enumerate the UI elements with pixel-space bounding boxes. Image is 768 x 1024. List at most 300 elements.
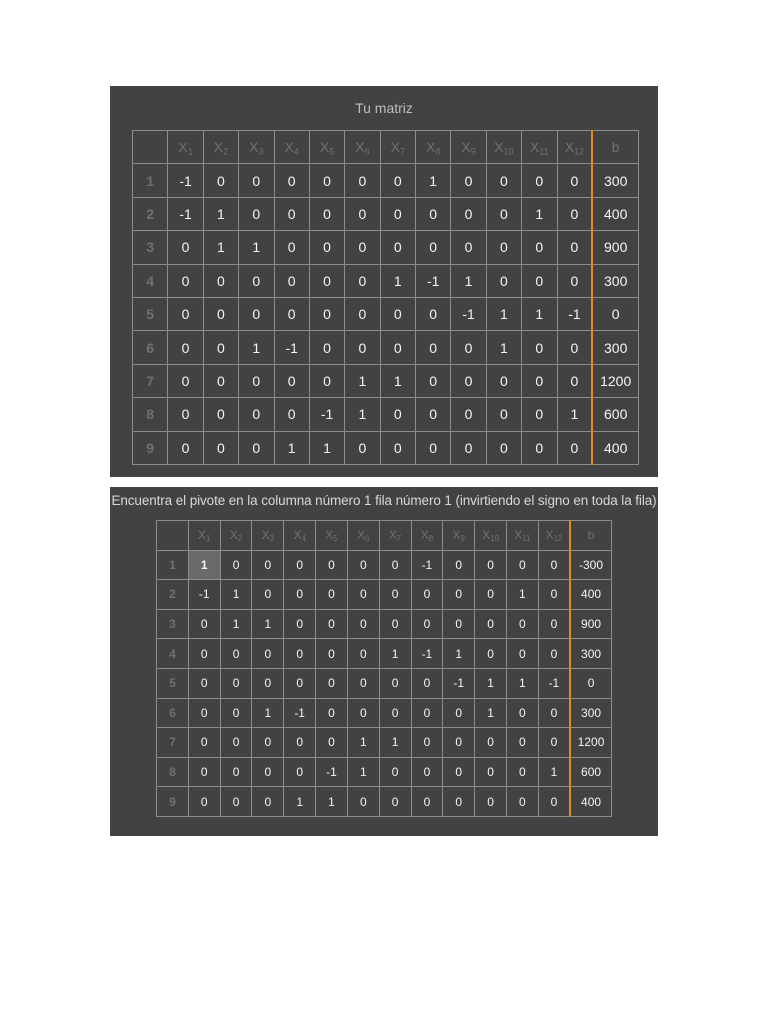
table-row xyxy=(157,728,612,758)
matrix-cell: 1 xyxy=(486,297,521,330)
table-row xyxy=(157,580,612,610)
matrix-cell: -1 xyxy=(443,668,475,698)
matrix-cell: 1 xyxy=(506,580,538,610)
matrix-cell: 0 xyxy=(274,297,309,330)
table-row xyxy=(133,164,639,197)
matrix-cell: 0 xyxy=(274,364,309,397)
matrix-cell: 0 xyxy=(557,364,592,397)
matrix-cell: 0 xyxy=(239,431,274,464)
corner-cell xyxy=(157,521,189,551)
matrix-cell: -1 xyxy=(411,550,443,580)
matrix-cell: 0 xyxy=(168,431,203,464)
matrix-cell: 0 xyxy=(220,550,252,580)
matrix-cell: 0 xyxy=(475,757,507,787)
matrix-cell: 0 xyxy=(188,639,220,669)
matrix-cell: 0 xyxy=(284,550,316,580)
matrix-cell: 0 xyxy=(570,668,611,698)
column-header: $X_3$ xyxy=(252,521,284,551)
matrix-cell: 0 xyxy=(443,609,475,639)
matrix-cell: 300 xyxy=(570,698,611,728)
row-number: 7 xyxy=(157,728,189,758)
matrix-cell: 0 xyxy=(416,431,451,464)
matrix-cell: 0 xyxy=(347,787,379,817)
matrix-cell: 600 xyxy=(570,757,611,787)
matrix-cell: 1 xyxy=(239,231,274,264)
matrix-cell: 0 xyxy=(506,550,538,580)
matrix-cell: 0 xyxy=(188,609,220,639)
table-row xyxy=(157,698,612,728)
matrix-cell: 0 xyxy=(506,728,538,758)
column-header: $X_8$ xyxy=(416,131,451,164)
matrix-cell: 0 xyxy=(309,164,344,197)
matrix-cell: 0 xyxy=(203,264,238,297)
column-header: $X_5$ xyxy=(309,131,344,164)
matrix-cell: -1 xyxy=(309,398,344,431)
column-header: $X_1$ xyxy=(188,521,220,551)
matrix-cell: 0 xyxy=(486,264,521,297)
matrix-cell: 0 xyxy=(345,197,380,230)
row-number: 9 xyxy=(133,431,168,464)
matrix-cell: 400 xyxy=(570,580,611,610)
matrix-cell: 0 xyxy=(506,757,538,787)
matrix-cell: 0 xyxy=(451,197,486,230)
matrix-cell: 0 xyxy=(379,609,411,639)
matrix-cell: 0 xyxy=(592,297,638,330)
matrix-cell: 1 xyxy=(475,668,507,698)
matrix-cell: 0 xyxy=(345,431,380,464)
matrix-cell: 0 xyxy=(220,757,252,787)
pivot-step-panel xyxy=(110,487,658,836)
header-row xyxy=(157,521,612,551)
matrix-cell: 0 xyxy=(411,787,443,817)
row-number: 6 xyxy=(133,331,168,364)
matrix-cell: 0 xyxy=(380,164,415,197)
matrix-title: Tu matriz xyxy=(355,100,413,116)
matrix-cell: 0 xyxy=(538,580,570,610)
table-row xyxy=(133,297,639,330)
matrix-cell: 0 xyxy=(379,698,411,728)
matrix-cell: 0 xyxy=(345,331,380,364)
row-number: 3 xyxy=(133,231,168,264)
table-row xyxy=(157,668,612,698)
table-row xyxy=(133,231,639,264)
table-row xyxy=(133,398,639,431)
table-row xyxy=(133,331,639,364)
matrix-cell: 0 xyxy=(347,668,379,698)
original-matrix-table xyxy=(132,130,639,465)
matrix-cell: 0 xyxy=(475,639,507,669)
column-header: $X_1$ xyxy=(168,131,203,164)
matrix-cell: 0 xyxy=(486,197,521,230)
matrix-cell: 0 xyxy=(416,331,451,364)
matrix-cell: 0 xyxy=(274,231,309,264)
matrix-cell: 1 xyxy=(475,698,507,728)
matrix-cell: 400 xyxy=(570,787,611,817)
matrix-cell: 0 xyxy=(309,264,344,297)
matrix-cell: 0 xyxy=(274,164,309,197)
table-row xyxy=(133,264,639,297)
matrix-cell: 0 xyxy=(443,787,475,817)
column-header: $X_7$ xyxy=(380,131,415,164)
matrix-cell: 0 xyxy=(252,668,284,698)
matrix-cell: 0 xyxy=(239,364,274,397)
matrix-cell: 0 xyxy=(309,231,344,264)
table-row xyxy=(157,550,612,580)
matrix-cell: 400 xyxy=(592,197,638,230)
matrix-cell: 0 xyxy=(538,698,570,728)
matrix-cell: 0 xyxy=(486,431,521,464)
matrix-cell: 1 xyxy=(347,728,379,758)
matrix-cell: 0 xyxy=(522,398,557,431)
matrix-cell: 0 xyxy=(451,364,486,397)
matrix-cell: 0 xyxy=(316,580,348,610)
matrix-cell: -1 xyxy=(557,297,592,330)
matrix-cell: 0 xyxy=(538,639,570,669)
matrix-cell: 1200 xyxy=(570,728,611,758)
matrix-cell: 0 xyxy=(284,728,316,758)
matrix-cell: 1 xyxy=(486,331,521,364)
matrix-cell: 0 xyxy=(188,728,220,758)
matrix-cell: 0 xyxy=(538,550,570,580)
matrix-cell: -1 xyxy=(168,164,203,197)
matrix-cell: 0 xyxy=(220,698,252,728)
matrix-cell: -1 xyxy=(284,698,316,728)
table-row xyxy=(157,787,612,817)
matrix-cell: 0 xyxy=(239,197,274,230)
matrix-cell: 0 xyxy=(203,297,238,330)
matrix-cell: 600 xyxy=(592,398,638,431)
matrix-cell: 0 xyxy=(203,431,238,464)
matrix-cell: 0 xyxy=(252,580,284,610)
matrix-cell: 0 xyxy=(203,398,238,431)
matrix-cell: 0 xyxy=(443,757,475,787)
matrix-cell: 0 xyxy=(486,398,521,431)
matrix-cell: 0 xyxy=(347,639,379,669)
matrix-cell: 0 xyxy=(168,264,203,297)
column-header: $X_2$ xyxy=(220,521,252,551)
matrix-cell: 1 xyxy=(252,609,284,639)
matrix-cell: 0 xyxy=(522,331,557,364)
matrix-cell: 0 xyxy=(522,264,557,297)
matrix-cell: 1 xyxy=(309,431,344,464)
matrix-cell: 0 xyxy=(522,364,557,397)
column-header: $X_9$ xyxy=(443,521,475,551)
matrix-cell: 0 xyxy=(345,231,380,264)
matrix-cell: 0 xyxy=(274,264,309,297)
matrix-cell: 1 xyxy=(451,264,486,297)
matrix-cell: 0 xyxy=(345,297,380,330)
column-header: $X_9$ xyxy=(451,131,486,164)
matrix-cell: 0 xyxy=(380,331,415,364)
matrix-cell: 0 xyxy=(506,609,538,639)
matrix-cell: 0 xyxy=(451,231,486,264)
original-matrix-panel xyxy=(110,86,658,477)
matrix-cell: 0 xyxy=(443,698,475,728)
matrix-cell: 0 xyxy=(416,364,451,397)
matrix-cell: 0 xyxy=(347,550,379,580)
matrix-cell: 0 xyxy=(380,231,415,264)
matrix-cell: 0 xyxy=(274,398,309,431)
column-header: $X_5$ xyxy=(316,521,348,551)
matrix-cell: 300 xyxy=(570,639,611,669)
column-header: $X_4$ xyxy=(274,131,309,164)
matrix-cell: 0 xyxy=(188,698,220,728)
matrix-cell: 0 xyxy=(522,431,557,464)
matrix-cell: 0 xyxy=(379,550,411,580)
matrix-cell: 0 xyxy=(252,757,284,787)
matrix-cell: 0 xyxy=(309,331,344,364)
row-number: 7 xyxy=(133,364,168,397)
corner-cell xyxy=(133,131,168,164)
row-number: 8 xyxy=(157,757,189,787)
matrix-cell: 0 xyxy=(411,668,443,698)
matrix-cell: 0 xyxy=(168,331,203,364)
matrix-cell: 0 xyxy=(557,431,592,464)
matrix-cell: 1 xyxy=(538,757,570,787)
header-row xyxy=(133,131,639,164)
matrix-cell: 0 xyxy=(239,264,274,297)
column-header: $X_7$ xyxy=(379,521,411,551)
matrix-cell: 0 xyxy=(475,609,507,639)
matrix-cell: 0 xyxy=(274,197,309,230)
matrix-cell: 0 xyxy=(252,550,284,580)
matrix-cell: 0 xyxy=(380,431,415,464)
column-header: $X_{11}$ xyxy=(506,521,538,551)
table-row xyxy=(157,609,612,639)
matrix-cell: 0 xyxy=(380,398,415,431)
row-number: 2 xyxy=(133,197,168,230)
row-number: 3 xyxy=(157,609,189,639)
matrix-cell: -1 xyxy=(168,197,203,230)
matrix-cell: 1200 xyxy=(592,364,638,397)
matrix-cell: 0 xyxy=(416,297,451,330)
matrix-cell: 0 xyxy=(379,580,411,610)
matrix-cell: 300 xyxy=(592,164,638,197)
matrix-cell: 0 xyxy=(203,331,238,364)
column-header: $X_{12}$ xyxy=(557,131,592,164)
column-header: $X_{12}$ xyxy=(538,521,570,551)
matrix-cell: 0 xyxy=(239,398,274,431)
matrix-cell: 0 xyxy=(168,398,203,431)
matrix-cell: 1 xyxy=(220,609,252,639)
matrix-cell: 0 xyxy=(252,787,284,817)
matrix-cell: 0 xyxy=(188,668,220,698)
matrix-cell: 900 xyxy=(592,231,638,264)
matrix-cell: -1 xyxy=(451,297,486,330)
row-number: 2 xyxy=(157,580,189,610)
matrix-cell: 0 xyxy=(220,639,252,669)
matrix-cell: 1 xyxy=(557,398,592,431)
matrix-cell: 0 xyxy=(309,364,344,397)
matrix-cell: 0 xyxy=(557,231,592,264)
matrix-cell: 1 xyxy=(316,787,348,817)
matrix-cell: 0 xyxy=(284,668,316,698)
matrix-cell: 0 xyxy=(188,757,220,787)
row-number: 4 xyxy=(133,264,168,297)
pivot-step-title: Encuentra el pivote en la columna número 1 fila número 1 (invirtiendo el signo en toda la fila) xyxy=(111,493,657,508)
matrix-cell: 0 xyxy=(284,580,316,610)
matrix-cell: 0 xyxy=(475,550,507,580)
matrix-cell: 0 xyxy=(220,787,252,817)
matrix-cell: 1 xyxy=(252,698,284,728)
matrix-cell: 0 xyxy=(380,297,415,330)
table-row xyxy=(157,757,612,787)
row-number: 4 xyxy=(157,639,189,669)
matrix-cell: 0 xyxy=(168,297,203,330)
matrix-cell: 0 xyxy=(316,728,348,758)
row-number: 1 xyxy=(133,164,168,197)
matrix-cell: 0 xyxy=(475,580,507,610)
matrix-cell: -1 xyxy=(188,580,220,610)
matrix-cell: -300 xyxy=(570,550,611,580)
matrix-cell: 0 xyxy=(284,609,316,639)
matrix-cell: 0 xyxy=(506,787,538,817)
table-row xyxy=(133,364,639,397)
matrix-cell: -1 xyxy=(538,668,570,698)
matrix-cell: 0 xyxy=(347,580,379,610)
matrix-cell: 0 xyxy=(443,550,475,580)
matrix-cell: 1 xyxy=(506,668,538,698)
matrix-cell: 0 xyxy=(411,580,443,610)
matrix-cell: 0 xyxy=(522,231,557,264)
row-number: 8 xyxy=(133,398,168,431)
matrix-cell: 0 xyxy=(345,164,380,197)
matrix-cell: 0 xyxy=(486,231,521,264)
matrix-cell: 0 xyxy=(316,668,348,698)
matrix-cell: 0 xyxy=(188,787,220,817)
matrix-cell: 0 xyxy=(203,364,238,397)
matrix-cell: 900 xyxy=(570,609,611,639)
matrix-cell: 0 xyxy=(443,728,475,758)
matrix-cell: 0 xyxy=(506,639,538,669)
column-header: $X_3$ xyxy=(239,131,274,164)
matrix-cell: 1 xyxy=(345,398,380,431)
pivot-step-table xyxy=(156,520,612,817)
matrix-cell: 0 xyxy=(506,698,538,728)
column-header: b xyxy=(592,131,638,164)
matrix-cell: 0 xyxy=(416,398,451,431)
matrix-cell: 0 xyxy=(316,698,348,728)
column-header: $X_6$ xyxy=(345,131,380,164)
matrix-cell: 0 xyxy=(538,787,570,817)
matrix-cell: 0 xyxy=(451,398,486,431)
matrix-cell: 0 xyxy=(168,364,203,397)
matrix-cell: 0 xyxy=(557,164,592,197)
matrix-cell: -1 xyxy=(316,757,348,787)
matrix-cell: 0 xyxy=(451,164,486,197)
column-header: $X_8$ xyxy=(411,521,443,551)
matrix-cell: 0 xyxy=(239,297,274,330)
matrix-cell: 1 xyxy=(379,728,411,758)
matrix-cell: 0 xyxy=(347,698,379,728)
column-header: $X_4$ xyxy=(284,521,316,551)
matrix-cell: 1 xyxy=(347,757,379,787)
matrix-cell: 0 xyxy=(316,639,348,669)
row-number: 5 xyxy=(157,668,189,698)
matrix-cell: 0 xyxy=(475,728,507,758)
matrix-cell: 0 xyxy=(475,787,507,817)
matrix-cell: 0 xyxy=(309,297,344,330)
matrix-cell: 0 xyxy=(411,728,443,758)
matrix-cell: 1 xyxy=(274,431,309,464)
matrix-cell: 0 xyxy=(411,698,443,728)
matrix-cell: 400 xyxy=(592,431,638,464)
column-header: $X_6$ xyxy=(347,521,379,551)
matrix-cell: 300 xyxy=(592,331,638,364)
column-header: b xyxy=(570,521,611,551)
matrix-cell: 0 xyxy=(451,331,486,364)
matrix-cell: 0 xyxy=(220,668,252,698)
matrix-cell: 0 xyxy=(416,231,451,264)
matrix-cell: 0 xyxy=(379,787,411,817)
matrix-cell: 0 xyxy=(347,609,379,639)
matrix-cell: 1 xyxy=(380,364,415,397)
table-row xyxy=(133,197,639,230)
matrix-cell: 1 xyxy=(379,639,411,669)
matrix-cell: -1 xyxy=(274,331,309,364)
column-header: $X_{11}$ xyxy=(522,131,557,164)
matrix-cell: 1 xyxy=(203,231,238,264)
matrix-cell: 0 xyxy=(309,197,344,230)
matrix-cell: 0 xyxy=(416,197,451,230)
matrix-cell: 0 xyxy=(316,609,348,639)
matrix-cell: 0 xyxy=(220,728,252,758)
matrix-cell: 0 xyxy=(538,609,570,639)
matrix-cell: 0 xyxy=(486,364,521,397)
matrix-cell: 0 xyxy=(284,757,316,787)
matrix-cell: 0 xyxy=(239,164,274,197)
matrix-cell: 0 xyxy=(168,231,203,264)
matrix-cell: 0 xyxy=(486,164,521,197)
table-row xyxy=(157,639,612,669)
pivot-cell: 1 xyxy=(188,550,220,580)
matrix-cell: 0 xyxy=(522,164,557,197)
matrix-cell: 0 xyxy=(345,264,380,297)
matrix-cell: 1 xyxy=(522,197,557,230)
table-row xyxy=(133,431,639,464)
matrix-cell: -1 xyxy=(416,264,451,297)
row-number: 6 xyxy=(157,698,189,728)
column-header: $X_2$ xyxy=(203,131,238,164)
column-header: $X_{10}$ xyxy=(486,131,521,164)
matrix-cell: 1 xyxy=(239,331,274,364)
matrix-cell: 0 xyxy=(557,264,592,297)
matrix-cell: 1 xyxy=(345,364,380,397)
matrix-cell: 0 xyxy=(538,728,570,758)
column-header: $X_{10}$ xyxy=(475,521,507,551)
matrix-cell: 0 xyxy=(284,639,316,669)
matrix-cell: 1 xyxy=(380,264,415,297)
matrix-cell: 1 xyxy=(284,787,316,817)
matrix-cell: 1 xyxy=(203,197,238,230)
matrix-cell: 0 xyxy=(379,757,411,787)
matrix-cell: 0 xyxy=(557,197,592,230)
matrix-cell: 1 xyxy=(443,639,475,669)
matrix-cell: 1 xyxy=(220,580,252,610)
matrix-cell: -1 xyxy=(411,639,443,669)
matrix-cell: 0 xyxy=(252,728,284,758)
matrix-cell: 1 xyxy=(522,297,557,330)
matrix-cell: 0 xyxy=(316,550,348,580)
matrix-cell: 0 xyxy=(252,639,284,669)
row-number: 9 xyxy=(157,787,189,817)
matrix-cell: 0 xyxy=(379,668,411,698)
matrix-cell: 0 xyxy=(380,197,415,230)
row-number: 5 xyxy=(133,297,168,330)
matrix-cell: 1 xyxy=(416,164,451,197)
matrix-cell: 0 xyxy=(411,609,443,639)
matrix-cell: 300 xyxy=(592,264,638,297)
